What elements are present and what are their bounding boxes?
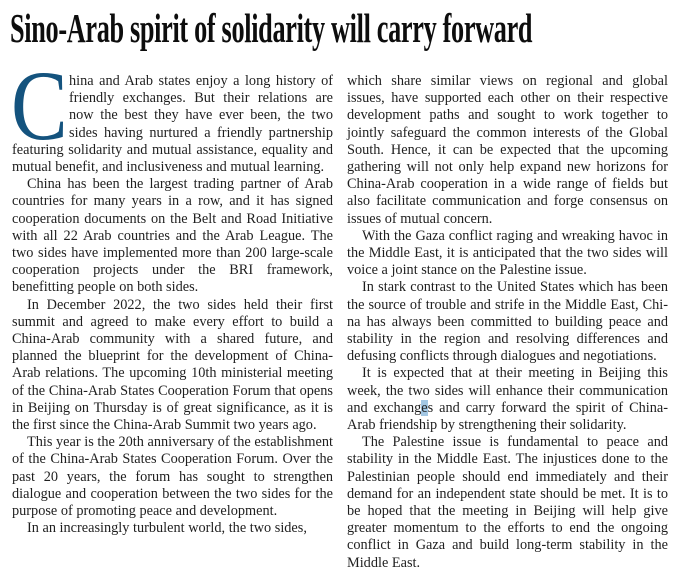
paragraph-with-selection: [347, 365, 668, 434]
article-column-1: [11, 50, 333, 537]
drop-cap-spacer: [11, 50, 69, 161]
article-column-2: [347, 73, 668, 572]
selected-character[interactable]: e: [421, 399, 428, 416]
lead-paragraph: [11, 50, 333, 176]
paragraph: With the Gaza conflict raging and wreaking havoc in the Middle East, it is anticipated that the two sides will voice a joint stance on the Palestine issue.: [347, 227, 668, 279]
lead-paragraph-text: hina and Arab states enjoy a long history of friendly exchanges. But their relations are now the best they have ever been, the two sides having nurtured a friendly partnership featuring solidarity and mutual assistance, equality and mutual benefit, and inclusiveness and mutual learning.: [12, 73, 333, 176]
article-headline: Sino-Arab spirit of solidarity will carry forward: [10, 5, 533, 51]
paragraph: In stark contrast to the United States which has been the source of trouble and strife in the Middle East, China has always been committed to building peace and stability in the region and resolving differences and defusing conflicts through dialogues and negotiations.: [347, 279, 668, 365]
selection-after-text: s and carry forward the spirit of China-Arab friendship by strengthening their solidarity.: [347, 399, 668, 434]
paragraph: In an increasingly turbulent world, the two sides,: [27, 520, 307, 537]
paragraph: The Palestine issue is fundamental to peace and stability in the Middle East. The injustices done to the Palestinian people should end immediately and their demand for an independent state should be met. It is to be hoped that the meeting in Beijing will help give greater momentum to the efforts to end the ongoing conflict in Gaza and build long-term stability in the Middle East.: [347, 434, 668, 571]
drop-cap: C: [11, 50, 68, 161]
paragraph: China has been the largest trading partner of Arab countries for many years in a row, and it has signed cooperation documents on the Belt and Road Initiative with all 22 Arab countries and the Arab League. The two sides have implemented more than 200 large-scale cooperation projects under the BRI framework, benefitting people on both sides.: [12, 176, 333, 296]
paragraph: This year is the 20th anniversary of the establishment of the China-Arab States Cooperation Forum. Over the past 20 years, the forum has sought to strengthen dialogue and cooperation between the two sides for the purpose of promoting peace and development.: [12, 434, 333, 520]
paragraph-continuation: which share similar views on regional and global issues, have supported each other on their respective development paths and sought to work together to jointly safeguard the common interests of the Global South. Hence, it can be expected that the upcoming gathering will not only help expand new horizons for China-Arab cooperation in a wide range of fields but also facilitate communication and forge consensus on issues of mutual concern.: [347, 73, 668, 227]
selection-before-text: It is expected that at their meeting in Beijing this week, the two sides will enhance their communication and exchang: [347, 365, 668, 416]
paragraph: In December 2022, the two sides held their first summit and agreed to make every effort to build a China-Arab community with a shared future, and planned the blueprint for the development of China-Arab relations. The upcoming 10th ministerial meeting of the China-Arab States Cooperation Forum that opens in Beijing on Thursday is of great significance, as it is the first since the China-Arab Summit two years ago.: [12, 296, 333, 434]
